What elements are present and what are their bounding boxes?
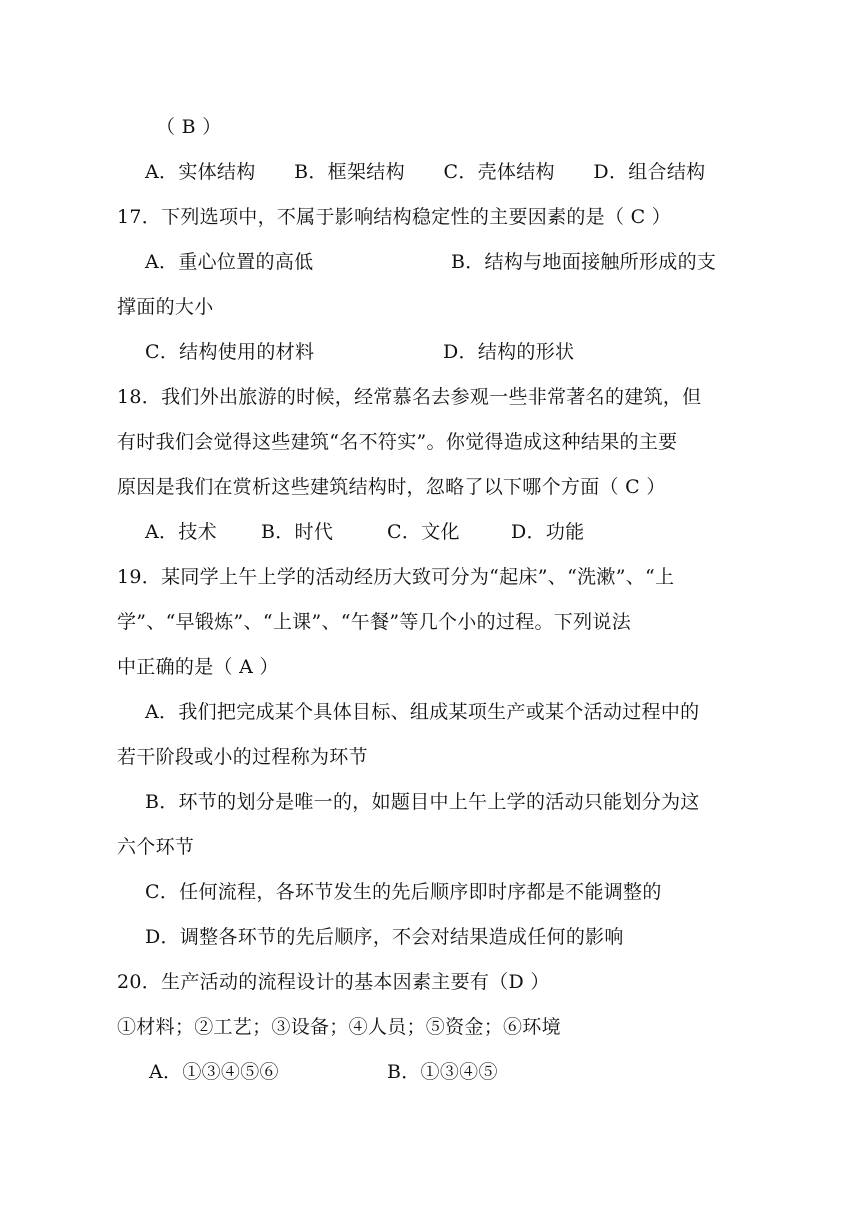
- q19-option-d: D．调整各环节的先后顺序，不会对结果造成任何的影响: [145, 926, 624, 948]
- q19-option-a: A．我们把完成某个具体目标、组成某项生产或某个活动过程中的: [145, 701, 700, 723]
- q16-answer: （ B ）: [156, 116, 222, 138]
- q18-option-a: A．技术: [145, 521, 217, 543]
- q19-question-line2: 学”、“早锻炼”、“上课”、“午餐”等几个小的过程。下列说法: [117, 611, 631, 633]
- q17-option-d: D．结构的形状: [443, 341, 575, 363]
- q16-options: A．实体结构 B．框架结构 C．壳体结构 D．组合结构: [145, 161, 706, 183]
- q19-question-line3: 中正确的是（ A ）: [117, 656, 279, 678]
- q19-question-line1: 19．某同学上午上学的活动经历大致可分为“起床”、“洗漱”、“上: [117, 566, 675, 588]
- q20-factors: ①材料；②工艺；③设备；④人员；⑤资金；⑥环境: [117, 1016, 561, 1038]
- q18-option-c: C．文化: [387, 521, 460, 543]
- q18-option-d: D．功能: [511, 521, 585, 543]
- q17-option-b-cont: 撑面的大小: [117, 296, 214, 318]
- q20-question: 20．生产活动的流程设计的基本因素主要有（D ）: [117, 971, 550, 993]
- q18-question-line1: 18．我们外出旅游的时候，经常慕名去参观一些非常著名的建筑，但: [117, 386, 702, 408]
- q20-option-a: A．①③④⑤⑥: [149, 1061, 279, 1083]
- q19-option-c: C．任何流程，各环节发生的先后顺序即时序都是不能调整的: [145, 881, 662, 903]
- q17-question: 17．下列选项中，不属于影响结构稳定性的主要因素的是（ C ）: [117, 206, 672, 228]
- q17-option-c: C．结构使用的材料: [145, 341, 315, 363]
- q19-option-a-cont: 若干阶段或小的过程称为环节: [117, 746, 368, 768]
- q18-question-line2: 有时我们会觉得这些建筑“名不符实”。你觉得造成这种结果的主要: [117, 431, 678, 453]
- q20-option-b: B．①③④⑤: [387, 1061, 498, 1083]
- q17-option-a: A．重心位置的高低: [145, 251, 314, 273]
- q18-option-b: B．时代: [261, 521, 334, 543]
- q19-option-b-cont: 六个环节: [117, 836, 195, 858]
- q19-option-b: B．环节的划分是唯一的，如题目中上午上学的活动只能划分为这: [145, 791, 700, 813]
- q17-option-b: B．结构与地面接触所形成的支: [451, 251, 717, 273]
- q18-question-line3: 原因是我们在赏析这些建筑结构时，忽略了以下哪个方面（ C ）: [117, 476, 666, 498]
